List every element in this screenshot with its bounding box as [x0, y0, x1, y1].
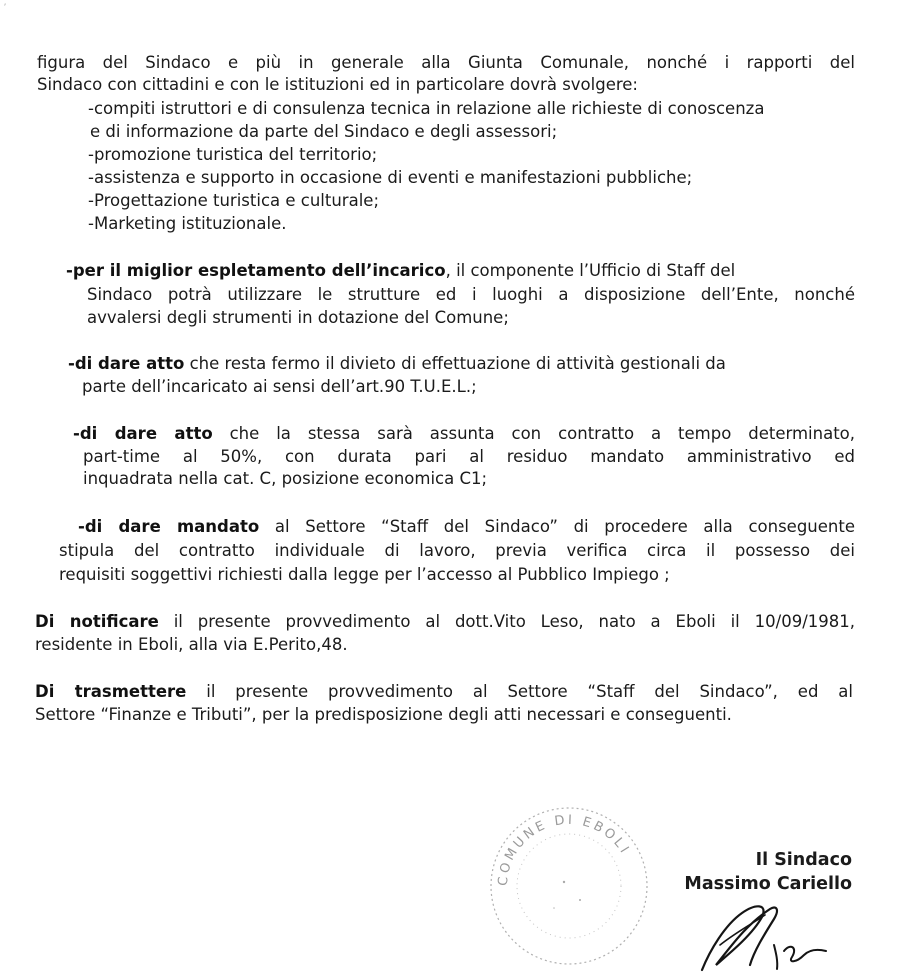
clause-dare-atto-2-line-1 [73, 423, 855, 444]
clause-incarico-line-1 [66, 260, 735, 281]
scan-mark: ⸴ [4, 0, 7, 9]
clause-mandato-line-2: stipula del contratto individuale di lavoro, previa verifica circa il possesso dei [59, 541, 855, 560]
task-item: e di informazione da parte del Sindaco e degli assessori; [90, 122, 558, 141]
clause-incarico-text: , il componente l’Ufficio di Staff del [445, 261, 736, 280]
notify-heading: Di notificare [35, 612, 159, 631]
clause-mandato-line-1 [78, 516, 855, 537]
task-item: -compiti istruttori e di consulenza tecnica in relazione alle richieste di conoscenza [88, 99, 765, 118]
task-item: -assistenza e supporto in occasione di eventi e manifestazioni pubbliche; [88, 168, 693, 187]
clause-dare-atto-2-text: che la stessa sarà assunta con contratto a tempo determinato, [212, 424, 856, 443]
stamp-text: COMUNE DI EBOLI [495, 812, 633, 887]
clause-incarico-heading: -per il miglior espletamento dell’incarico [66, 261, 446, 280]
handwritten-signature [680, 895, 830, 973]
notify-text: il presente provvedimento al dott.Vito Leso, nato a Eboli il 10/09/1981, [158, 612, 855, 631]
task-item: -Marketing istituzionale. [88, 214, 287, 233]
task-item: -promozione turistica del territorio; [88, 145, 378, 164]
signature-title: Il Sindaco [755, 850, 852, 870]
svg-text:COMUNE DI EBOLI [496, 813, 633, 887]
transmit-line-2: Settore “Finanze e Tributi”, per la predisposizione degli atti necessari e conseguenti. [35, 705, 732, 724]
intro-line-2: Sindaco con cittadini e con le istituzioni ed in particolare dovrà svolgere: [37, 75, 638, 94]
notify-line-2: residente in Eboli, alla via E.Perito,48. [35, 635, 348, 654]
clause-incarico-line-3: avvalersi degli strumenti in dotazione del Comune; [87, 308, 509, 327]
clause-dare-atto-2-heading: -di dare atto [73, 424, 213, 443]
official-stamp [484, 800, 654, 973]
signature-name: Massimo Cariello [684, 874, 852, 894]
clause-dare-atto-1-text: che resta fermo il divieto di effettuazione di attività gestionali da [184, 354, 726, 373]
transmit-line-1 [35, 681, 853, 702]
intro-line-1: figura del Sindaco e più in generale alla Giunta Comunale, nonché i rapporti del [37, 53, 855, 72]
clause-mandato-text: al Settore “Staff del Sindaco” di procedere alla conseguente [259, 517, 855, 536]
clause-dare-atto-2-line-3: inquadrata nella cat. C, posizione economica C1; [83, 469, 488, 488]
task-item: -Progettazione turistica e culturale; [88, 191, 379, 210]
notify-line-1 [35, 611, 855, 632]
transmit-heading: Di trasmettere [35, 682, 187, 701]
clause-dare-atto-1-line-2: parte dell’incaricato ai sensi dell’art.90 T.U.E.L.; [82, 377, 477, 396]
clause-mandato-line-3: requisiti soggettivi richiesti dalla legge per l’accesso al Pubblico Impiego ; [59, 565, 670, 584]
clause-dare-atto-2-line-2: part-time al 50%, con durata pari al residuo mandato amministrativo ed [83, 447, 855, 466]
clause-dare-atto-1-heading: -di dare atto [68, 354, 185, 373]
transmit-text: il presente provvedimento al Settore “Staff del Sindaco”, ed al [186, 682, 853, 701]
clause-incarico-line-2: Sindaco potrà utilizzare le strutture ed i luoghi a disposizione dell’Ente, nonché [87, 285, 855, 304]
clause-mandato-heading: -di dare mandato [78, 517, 260, 536]
clause-dare-atto-1-line-1 [68, 353, 726, 374]
